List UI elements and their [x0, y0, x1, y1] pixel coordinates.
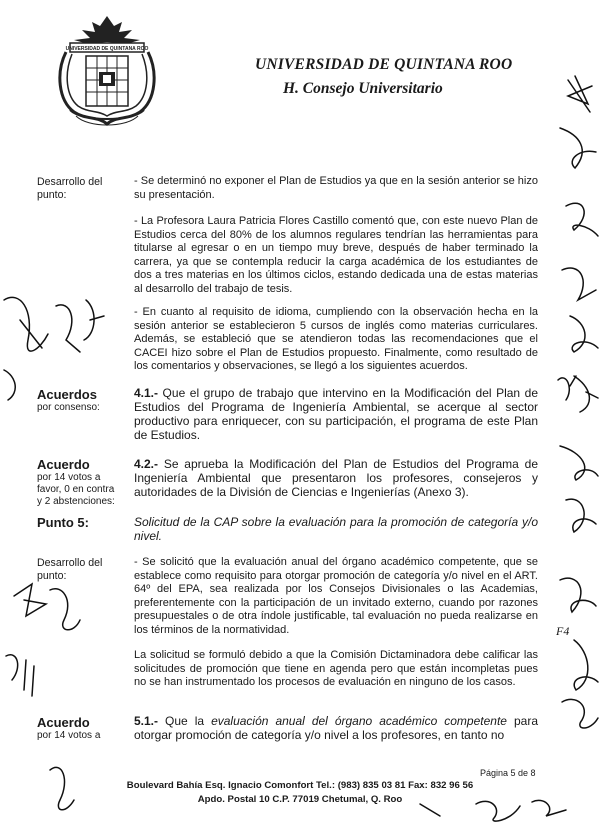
- agreement-4-2-text: Se aprueba la Modificación del Plan de Estudios del Programa de Ingeniería Ambiental que presentaron los profesores, consejeros y autoridades de la División de Ciencias e Ingenierías (Anexo 3).: [134, 457, 538, 499]
- agreement-5-1-post: para otorgar promoción de categoría y/o nivel a los profesores, en tanto no: [134, 714, 538, 742]
- agreement-5-1-italic: evaluación anual del órgano académico competente: [211, 714, 507, 728]
- agreement-4-1-number: 4.1.-: [134, 386, 159, 400]
- signature-left-5: [14, 584, 46, 616]
- signature-right-9: [566, 499, 596, 532]
- signature-right-3: [566, 203, 598, 236]
- signature-bottom-1: [476, 801, 520, 821]
- label-desarrollo-2: Desarrollo del punto:: [37, 557, 103, 582]
- paragraph-4: - Se solicitó que la evaluación anual del órgano académico competente, que se establece como requisito para otorgar promoción de categoría y/o nivel en el ART. 64º del EPA, sea realizada por los Consejos Divisionales o las Academias, preferentemente con la participación de un invitado externo, cuando por razones presupuestales o de otra índole justificable, tal evaluación no pueda realizarse en los términos de la normatividad.: [134, 556, 538, 636]
- margin-initial: F4: [556, 624, 570, 638]
- signature-right-4: [562, 268, 596, 300]
- signature-bottom-3: [420, 804, 440, 816]
- page-number: Página 5 de 8: [480, 768, 536, 778]
- signature-right-8: [560, 446, 598, 480]
- signature-right-5: [570, 316, 598, 352]
- label-punto-5: Punto 5:: [37, 515, 89, 530]
- label-acuerdo-3-title: Acuerdo: [37, 715, 90, 730]
- signature-left-4: [4, 370, 15, 400]
- signature-left-8: [50, 767, 74, 809]
- signature-left-7: [6, 655, 34, 696]
- label-desarrollo-1: Desarrollo del punto:: [37, 176, 103, 201]
- label-acuerdos-title: Acuerdos: [37, 387, 97, 402]
- label-acuerdo-3-sub: por 14 votos a: [37, 730, 101, 741]
- signature-right-7: [574, 376, 598, 412]
- paragraph-2: - La Profesora Laura Patricia Flores Castillo comentó que, con este nuevo Plan de Estudios cerca del 80% de los alumnos regulares tendrían las herramientas para titularse al egresar o en un tiempo muy breve, después de haber terminado la carrera, ya que se contempla reducir la carga académica de los estudiantes de dos a tres materias en los últimos ciclos, estando dedicada una de estas materias al desarrollo del trabajo de tesis.: [134, 215, 538, 295]
- signature-left-1: [4, 297, 48, 351]
- signature-left-6: [50, 589, 80, 630]
- signature-right-1: [568, 76, 592, 112]
- signature-right-6: [558, 376, 576, 400]
- agreement-4-1-text: Que el grupo de trabajo que intervino en la Modificación del Plan de Estudios del Programa de Ingeniería Ambiental, se acerque al sector productivo para enriquecer, con su participación, el programa de este Plan de Estudios.: [134, 386, 538, 442]
- paragraph-5: La solicitud se formuló debido a que la Comisión Dictaminadora debe calificar las solicitudes de promoción que tiene en agenda pero que están incompletas pues no se han instrumentado los procesos de evaluación en ninguno de los casos.: [134, 649, 538, 689]
- svg-text:UNIVERSIDAD DE QUINTANA ROO: UNIVERSIDAD DE QUINTANA ROO: [65, 46, 149, 52]
- signature-right-12: [562, 699, 598, 728]
- signature-left-3: [84, 300, 104, 340]
- footer-address-line-1: Boulevard Bahía Esq. Ignacio Comonfort Tel.: (983) 835 03 81 Fax: 832 96 56: [126, 780, 474, 791]
- university-name: UNIVERSIDAD DE QUINTANA ROO: [255, 56, 513, 73]
- footer-address-line-2: Apdo. Postal 10 C.P. 77019 Chetumal, Q. Roo: [197, 794, 403, 805]
- agreement-5-1-number: 5.1.-: [134, 714, 159, 728]
- label-acuerdo-2-title: Acuerdo: [37, 457, 90, 472]
- label-acuerdos-sub: por consenso:: [37, 402, 100, 413]
- paragraph-3: - En cuanto al requisito de idioma, cumpliendo con la observación hecha en la sesión anterior se establecieron 5 cursos de inglés como materias curriculares. Además, se estableció que se atendieron todas las recomendaciones que el CACEI hizo sobre el Plan de Estudios propuesto. Finalmente, como resultado de los comentarios y observaciones, se llegó a los siguientes acuerdos.: [134, 306, 538, 373]
- council-name: H. Consejo Universitario: [283, 80, 443, 97]
- label-acuerdo-2-sub: por 14 votos a favor, 0 en contra y 2 abstenciones:: [37, 472, 115, 507]
- agreement-4-2-number: 4.2.-: [134, 457, 159, 471]
- signature-right-11: [574, 640, 598, 690]
- agreement-5-1-pre: Que la: [158, 714, 212, 728]
- signature-right-10: [560, 578, 596, 612]
- punto-5-title: Solicitud de la CAP sobre la evaluación para la promoción de categoría y/o nivel.: [134, 515, 538, 543]
- paragraph-1: - Se determinó no exponer el Plan de Estudios ya que en la sesión anterior se hizo su presentación.: [134, 175, 538, 201]
- signature-right-2: [560, 128, 596, 168]
- signature-left-2: [56, 305, 80, 352]
- signature-bottom-2: [532, 800, 566, 816]
